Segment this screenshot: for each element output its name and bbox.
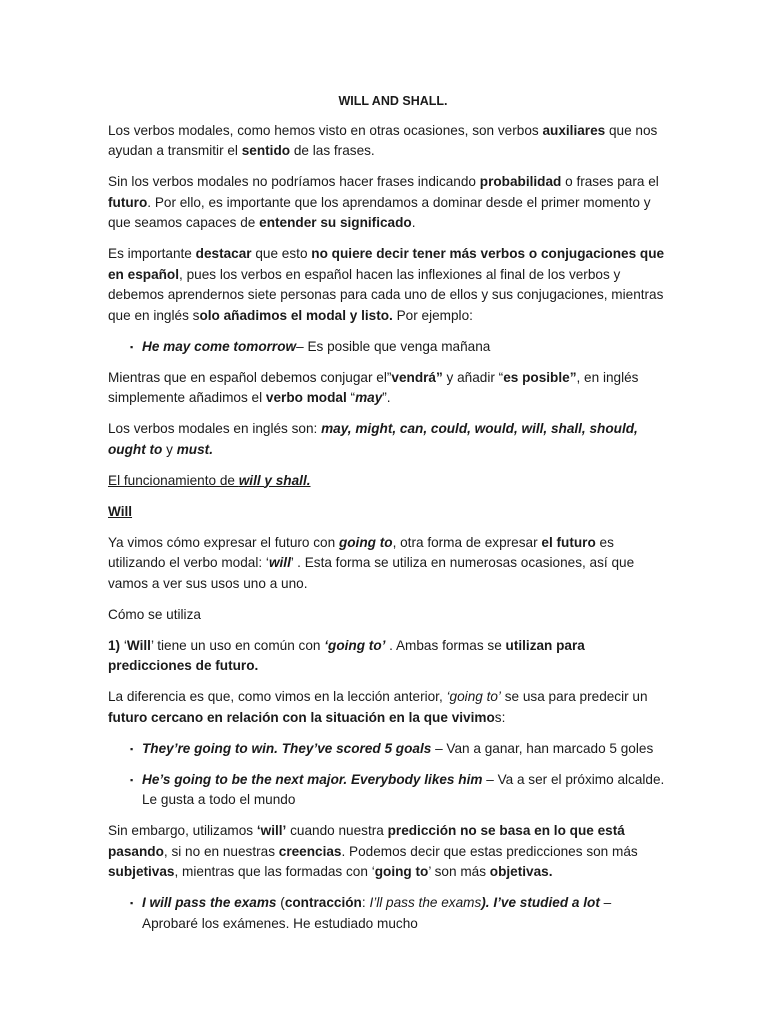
- text-run: verbo modal: [265, 390, 347, 405]
- text-run: 1): [108, 637, 121, 653]
- text-run: – Es posible que venga mañana: [296, 338, 491, 354]
- bullet-mark: ▪: [130, 774, 134, 785]
- text-run: ’ son más: [428, 864, 490, 879]
- text-run: ‘going to’: [324, 637, 386, 653]
- bullet-mark: ▪: [130, 341, 134, 352]
- text-run: Por ejemplo:: [392, 307, 473, 323]
- text-run: no quiere decir tener más verbos o conjugaciones que en español: [108, 246, 665, 282]
- text-run: :: [361, 895, 370, 910]
- text-run: Los verbos modales, como hemos visto en otras ocasiones, son verbos: [108, 122, 543, 138]
- text-run: – Van a ganar, han marcado 5 goles: [431, 740, 654, 756]
- text-run: . Ambas formas se: [385, 637, 506, 653]
- text-run: auxiliares: [542, 122, 606, 138]
- text-run: – Va a ser el próximo alcalde. Le gusta a todo el mundo: [142, 771, 665, 807]
- text-run: ). I’ve studied a lot: [481, 895, 600, 910]
- bullet-mark: ▪: [130, 743, 134, 754]
- text-run: probabilidad: [479, 174, 562, 189]
- text-run: es posible”: [503, 369, 577, 385]
- bullet-text: [142, 339, 490, 354]
- text-run: contracción: [284, 895, 362, 910]
- paragraph-conjugation: [108, 368, 668, 409]
- paragraph-use-1: [108, 636, 668, 677]
- text-run: going to: [338, 534, 393, 550]
- text-run: “: [346, 390, 356, 405]
- text-run: y: [162, 441, 177, 457]
- text-run: destacar: [195, 246, 252, 261]
- text-run: ‘: [120, 637, 127, 653]
- paragraph-however: [108, 821, 668, 883]
- paragraph-will-future: [108, 533, 668, 595]
- text-run: going to: [374, 864, 429, 879]
- text-run: s:: [494, 709, 506, 725]
- text-run: La diferencia es que, como vimos en la lección anterior,: [108, 689, 447, 704]
- text-run: Sin embargo, utilizamos: [108, 823, 257, 838]
- bullet-item: [108, 893, 668, 934]
- text-run: sentido: [241, 143, 291, 158]
- text-run: , otra forma de expresar: [392, 534, 542, 550]
- text-run: may: [355, 390, 383, 405]
- text-run: objetivas.: [489, 864, 553, 879]
- text-run: Es importante: [108, 246, 196, 261]
- text-run: ‘going to’: [446, 689, 501, 704]
- text-run: He may come tomorrow: [142, 338, 297, 354]
- text-run: may, might, can, could, would, will, shall, should, ought to: [108, 421, 638, 457]
- text-run: Will: [126, 637, 151, 653]
- text-run: El funcionamiento de: [108, 472, 239, 488]
- text-run: cuando nuestra: [286, 823, 388, 838]
- document-title: WILL AND SHALL.: [338, 94, 448, 108]
- text-run: .: [411, 215, 416, 230]
- text-run: ‘will’: [256, 823, 287, 838]
- text-run: must.: [176, 441, 213, 457]
- text-run: Will: [108, 503, 133, 519]
- text-run: They’re going to win. They’ve scored 5 goals: [142, 740, 432, 756]
- paragraph-probability: [108, 172, 668, 234]
- text-run: , pues los verbos en español hacen las inflexiones al final de los verbos y debemos aprendernos siete personas para cada uno de ellos y sus conjugaciones, mientras que en inglés s: [108, 266, 664, 323]
- text-run: ’ tiene un uso en común con: [150, 637, 325, 653]
- bullet-text: [142, 772, 664, 808]
- text-run: I’ll pass the exams: [369, 895, 482, 910]
- text-run: o frases para el: [561, 174, 659, 189]
- text-run: entender su significado: [259, 215, 412, 230]
- paragraph-difference: [108, 687, 668, 728]
- bullet-item: [108, 770, 668, 811]
- text-run: (: [276, 895, 285, 910]
- bullet-item: [108, 337, 668, 358]
- section-heading-will: [108, 502, 668, 523]
- text-run: predicción no se basa en lo que está pasando: [108, 823, 625, 859]
- text-run: Mientras que en español debemos conjugar el”: [108, 369, 392, 385]
- bullet-text: [142, 895, 611, 931]
- text-run: Sin los verbos modales no podríamos hacer frases indicando: [108, 174, 480, 189]
- bullet-item: [108, 739, 668, 760]
- text-run: utilizan para predicciones de futuro.: [108, 637, 585, 673]
- text-run: creencias: [278, 843, 342, 859]
- text-run: subjetivas: [108, 864, 175, 879]
- paragraph-intro: [108, 121, 668, 162]
- text-run: – Aprobaré los exámenes. He estudiado mucho: [142, 895, 612, 931]
- text-run: de las frases.: [290, 143, 375, 158]
- text-run: que esto: [251, 246, 312, 261]
- text-run: Ya vimos cómo expresar el futuro con: [108, 534, 339, 550]
- text-run: y añadir “: [442, 369, 504, 385]
- bullet-text: [142, 741, 653, 756]
- text-run: el futuro: [541, 534, 596, 550]
- paragraph-modal-list: [108, 419, 668, 460]
- text-run: He’s going to be the next major. Everybody likes him: [142, 771, 483, 787]
- text-run: se usa para predecir un: [500, 689, 648, 704]
- text-run: futuro: [108, 194, 148, 210]
- text-run: , mientras que las formadas con ‘: [174, 864, 375, 879]
- paragraph-how-to-use: [108, 605, 668, 626]
- text-run: ”.: [382, 390, 391, 405]
- text-run: will y shall.: [238, 472, 311, 488]
- text-run: vendrá”: [391, 369, 443, 385]
- text-run: , si no en nuestras: [163, 843, 279, 859]
- section-heading-functioning: [108, 471, 668, 492]
- text-run: , en inglés simplemente añadimos el: [108, 369, 639, 405]
- text-run: I will pass the exams: [142, 895, 277, 910]
- text-run: Los verbos modales en inglés son:: [108, 421, 322, 436]
- text-run: . Por ello, es importante que los aprendamos a dominar desde el primer momento y que seamos capaces de: [108, 194, 651, 230]
- text-run: que nos ayudan a transmitir el: [108, 122, 658, 158]
- text-run: will: [268, 555, 291, 570]
- document-page: [108, 91, 668, 945]
- text-run: . Podemos decir que estas predicciones son más: [341, 843, 638, 859]
- text-run: olo añadimos el modal y listo.: [199, 307, 393, 323]
- text-run: futuro cercano en relación con la situación en la que vivimo: [108, 709, 495, 725]
- bullet-mark: ▪: [130, 898, 134, 908]
- paragraph-importance: [108, 244, 668, 326]
- text-run: es utilizando el verbo modal: ‘: [108, 534, 614, 570]
- text-run: Cómo se utiliza: [108, 606, 201, 622]
- text-run: ’ . Esta forma se utiliza en numerosas ocasiones, así que vamos a ver sus usos uno a uno.: [108, 555, 635, 591]
